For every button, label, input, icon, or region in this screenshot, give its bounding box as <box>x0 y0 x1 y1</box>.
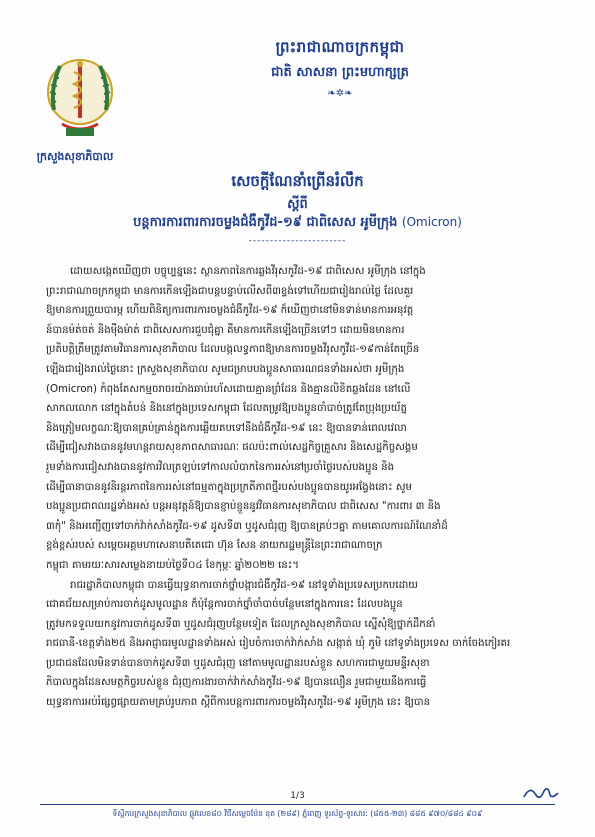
body-line: រាជធានី-ខេត្តទាំង២៥ និងអាជ្ញាធរមូលដ្ឋានទាំងអស់ រៀបចំការចាក់វ៉ាក់សាំង សង្កាត់ ឃុំ ភូមិ នៅទូទាំងប្រទេស ចាក់ចែងកៀរគរ <box>46 638 511 650</box>
footer-address: ទីស្តីការក្រសួងសុខាភិបាល ផ្លូវលេខ៨០ វិថីសម្តេចប៉ែន នុត (២៨៩) ភ្នំពេញ ទូរស័ព្ទ-ទូរសារ: (៨៥៥-២៣) ៨៨៥ ៩៧០/៨៨៤ ៩០៩ <box>112 809 483 818</box>
body-line: ខ្ពង់ខ្ពស់របស់ សម្តេចអគ្គមហាសេនាបតីតេជោ ហ៊ុន សែន នាយករដ្ឋមន្ត្រីនៃព្រះរាជាណាចក្រ <box>46 540 383 552</box>
body-line: រាជរដ្ឋាភិបាលកម្ពុជា បានធ្វើយុទ្ធនាការចាក់ថ្នាំបង្ការជំងឺកូវីដ-១៩ នៅទូទាំងប្រទេសប្រកបដោយ <box>70 579 419 591</box>
footer-divider <box>40 804 555 805</box>
body-line: ដើម្បីជៀសវាងបាននូវមហន្តរាយសុខភាពសាធារណៈ ផលប៉ះពាល់សេដ្ឋកិច្ចគ្រួសារ និងសេដ្ឋកិច្ចសង្គម <box>46 442 418 454</box>
body-line: ឡើងជារៀងរាល់ថ្ងៃនោះ ក្រសួងសុខាភិបាល សូមជម្រាបបងប្អូនសាធារណជនទាំងអស់ថា អូមីក្រុង <box>46 363 405 375</box>
document-body <box>46 262 551 713</box>
body-line: ដើម្បីធានាបាននូវនិរន្តរភាពនៃការរស់នៅធម្មតាក្នុងប្រក្រតីភាពថ្មីរបស់បងប្អូនបានយូរអង្វែងនោះ សូម <box>46 481 413 493</box>
body-line: ៣កុំ" និងអញ្ជើញទៅចាក់វ៉ាក់សាំងកូវីដ-១៩ ដូសទី៣ ឬដូសជំរុញ ឱ្យបានគ្រប់ៗគ្នា តាមគោលការណ៍ណែនាំដ៏ <box>46 520 448 532</box>
body-line: យុទ្ធនាការអប់រំផ្សព្វផ្សាយតាមគ្រប់រូបភាព ស្តីពីការបន្តការពារការចម្លងវីរុសកូវីដ-១៩ អូមីក្រុង នេះ ឱ្យបាន <box>46 697 431 709</box>
body-line: ប្រតិបត្តិត្រឹមត្រូវតាមវិធានការសុខាភិបាល ដែលបង្កលទ្ធភាពឱ្យមានការចម្លងវីរុសកូវីដ-១៩កាន់តែច្រើន <box>46 344 420 356</box>
title-underline: ----------------------- <box>248 236 347 246</box>
ministry-name: ក្រសួងសុខាភិបាល <box>36 150 114 163</box>
body-line: ភិបាលក្នុងដែនសមត្ថកិច្ចរបស់ខ្លួន ជំរុញការងារចាក់វ៉ាក់សាំងកូវីដ-១៩ ឱ្យបានលឿន រួមជាមួយនឹងការធ្វើ <box>46 677 427 689</box>
document-subtitle-regarding: ស្តីពី <box>287 197 308 212</box>
document-subject-text: បន្តការការពារការចម្លងជំងឺកូវីដ-១៩ ជាពិសេស អូមីក្រុង <box>133 215 398 230</box>
page-number: 1/3 <box>290 791 305 801</box>
body-line: ដោយសង្កេតឃើញថា បច្ចុប្បន្ននេះ ស្ថានភាពនៃការឆ្លងវីរុសកូវីដ-១៩ ជាពិសេស អូមីក្រុង នៅក្នុង <box>70 266 426 277</box>
body-line: ជោគជ័យសម្រាប់ការចាក់ដូសមូលដ្ឋាន ក៏ប៉ុន្តែការចាក់ថ្នាំចាំបាច់បន្ថែមនៅក្នុងការនេះ ដែលបងប្អូន <box>46 599 403 611</box>
document-subject <box>60 214 535 233</box>
body-line: កម្ពុជា តាមរយៈសារសម្លេងនាយប់ថ្ងៃទី០៤ ខែកុម្ភៈ ឆ្នាំ២០២២ នេះ។ <box>46 559 299 571</box>
document-title: សេចក្តីណែនាំព្រើនរំលឹក <box>231 172 364 190</box>
body-line: (Omicron) កំពុងតែសកម្មចរាចរយ៉ាងឆាប់រហ័សដោយគ្មានព្រំដែន និងគ្មានលិខិតឆ្លងដែន នៅលើ <box>46 383 411 395</box>
body-line: ឱ្យមានការព្រួយបារម្ភ ហើយពិនិត្យការពារការចម្លងជំងឺកូវីដ-១៩ ក៏ឃើញថានៅមិនទាន់មានការអនុវត្ត <box>46 305 414 317</box>
initial-signature-icon <box>520 783 560 803</box>
body-line: និងត្រៀមលក្ខណៈឱ្យបានគ្រប់គ្រាន់ក្នុងការឆ្លើយតបទៅនឹងជំងឺកូវីដ-១៩ នេះ ឱ្យបានទាន់ពេលវេលា <box>46 422 407 434</box>
body-line: សាកលលោក នៅក្នុងតំបន់ និងនៅក្នុងប្រទេសកម្ពុជា ដែលតម្រូវឱ្យបងប្អូនចាំបាច់ត្រូវតែប្រុងប្រយ័ត្ន <box>46 403 407 415</box>
body-line: ប្រជាជនដែលមិនទាន់បានចាក់ដូសទី៣ ឬដូសជំរុញ នៅតាមមូលដ្ឋានរបស់ខ្លួន សហការជាមួយមន្ទីរសុខា <box>46 657 430 669</box>
body-line: រួមទាំងការជៀសវាងបាននូវការវិលត្រឡប់ទៅកាលលំបាកនៃការរស់នៅប្រចាំថ្ងៃរបស់បងប្អូន និង <box>46 461 395 473</box>
body-line: ន៍បានម៉ត់ចត់ និងម៉ឺងម៉ាត់ ជាពិសេសការជួបជុំគ្នា គឺមានការកើនឡើងច្រើនទៅៗ ដោយមិនមានការ <box>46 324 405 336</box>
body-line: ត្រូវមកទទួលយកនូវការចាក់ដូសទី៣ ឬដូសជំរុញបន្ថែមទៀត ដែលក្រសួងសុខាភិបាល ស្នើសុំឱ្យថ្នាក់ដឹកនាំ <box>46 618 436 630</box>
body-line: ព្រះរាជាណាចក្រកម្ពុជា មានការកើនឡើងជាបន្តបន្ទាប់លើសពី៣ខ្ទង់ទៅហើយជារៀងរាល់ថ្ងៃ ដែលគួរ <box>46 285 414 297</box>
national-motto: ជាតិ សាសនា ព្រះមហាក្សត្រ <box>271 65 409 80</box>
body-line: បងប្អូនប្រជាពលរដ្ឋទាំងអស់ បន្តអនុវត្តន៍ឱ្យបានខ្ជាប់ខ្ជួននូវវិធានការសុខាភិបាល ជាពិសេស "ការពារ ៣ និង <box>46 501 441 513</box>
ministry-logo-icon <box>44 52 116 148</box>
kingdom-heading: ព្រះរាជាណាចក្រកម្ពុជា <box>275 38 405 56</box>
document-subject-latin: (Omicron) <box>401 215 462 229</box>
ornament-divider: ❧✲❧ <box>327 88 353 99</box>
